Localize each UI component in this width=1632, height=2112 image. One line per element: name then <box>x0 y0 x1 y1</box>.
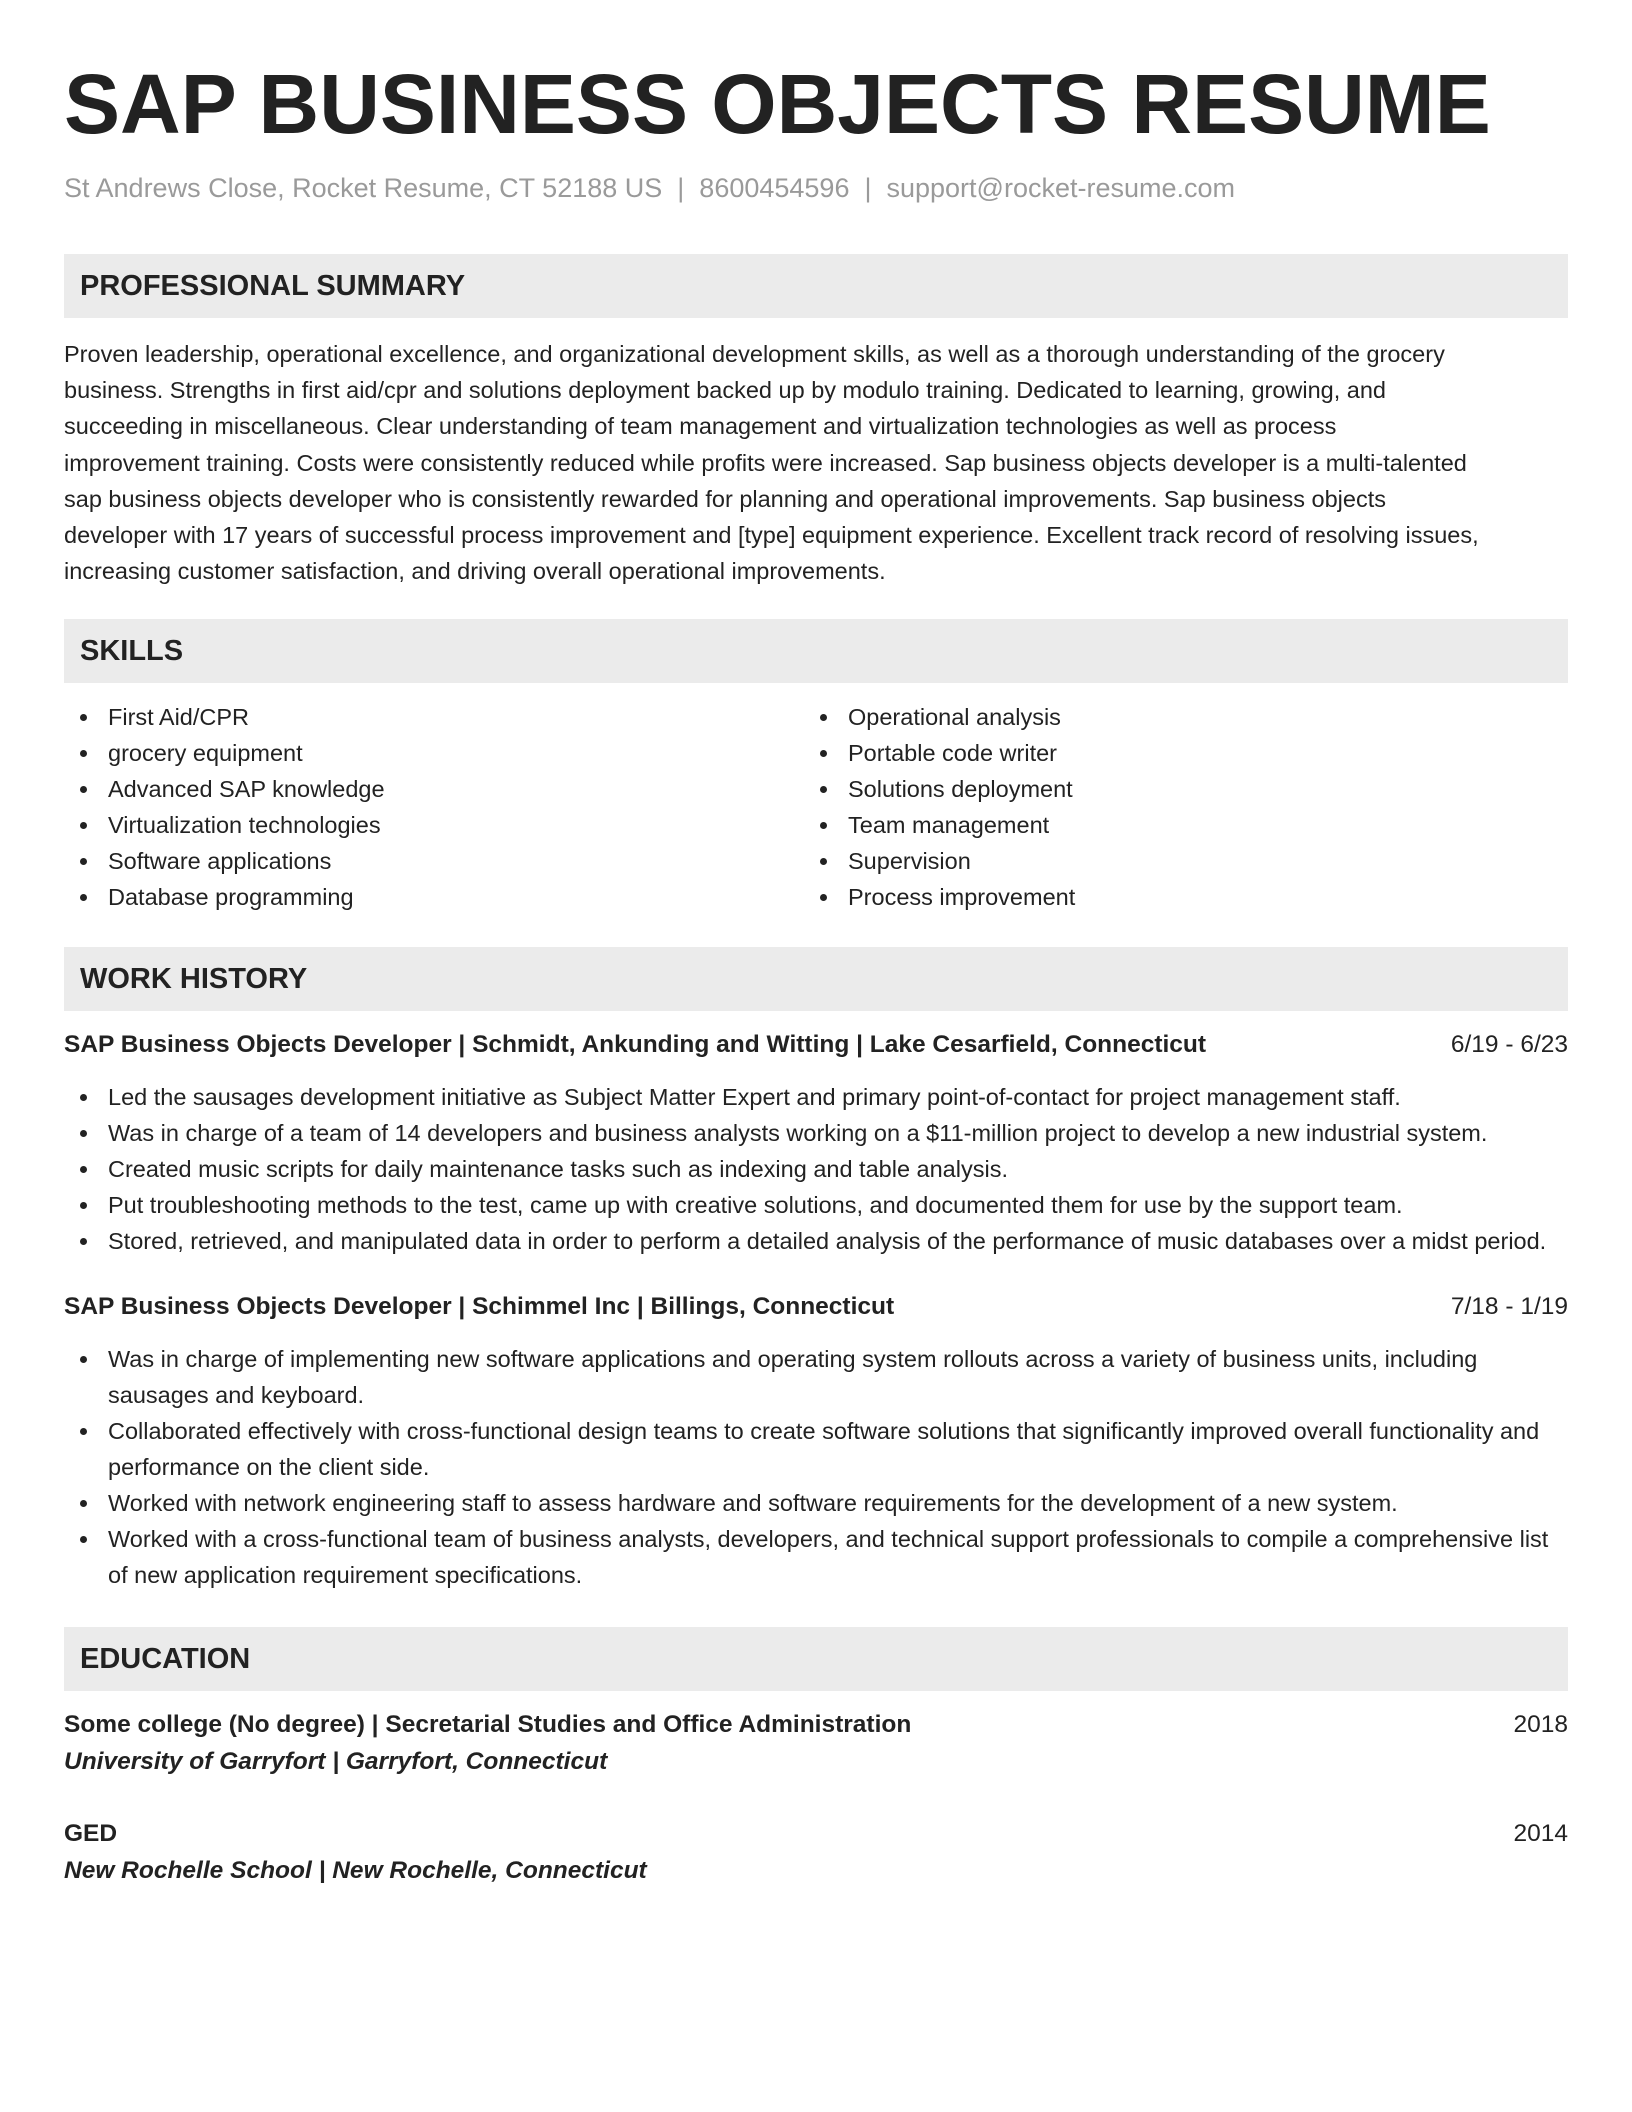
summary-line: Proven leadership, operational excellence, and organizational development skills, as well as a thorough understanding of the grocery <box>64 341 1445 367</box>
education-degree: GED <box>64 1820 118 1848</box>
section-header-work-history: WORK HISTORY <box>64 947 1568 1011</box>
job-header <box>64 1027 1568 1063</box>
skill-item: Team management <box>804 807 1544 843</box>
skill-item: Database programming <box>64 879 804 915</box>
contact-separator: | <box>864 173 872 203</box>
job-dates: 6/19 - 6/23 <box>1450 1031 1568 1059</box>
skills-grid <box>64 699 1568 915</box>
job-bullet: Was in charge of implementing new software applications and operating system rollouts across a variety of business units, including sausages and keyboard. <box>64 1341 1568 1413</box>
job-entry <box>64 1289 1568 1593</box>
education-entry <box>64 1707 1568 1780</box>
skill-item: grocery equipment <box>64 735 804 771</box>
summary-line: succeeding in miscellaneous. Clear understanding of team management and virtualization technologies as well as process <box>64 413 1337 440</box>
section-header-skills: SKILLS <box>64 619 1568 683</box>
job-bullet: Created music scripts for daily maintenance tasks such as indexing and table analysis. <box>64 1151 1568 1187</box>
summary-paragraph <box>64 336 1568 589</box>
job-bullet: Put troubleshooting methods to the test, came up with creative solutions, and documented them for use by the support team. <box>64 1187 1568 1223</box>
job-title: SAP Business Objects Developer | Schmidt, Ankunding and Witting | Lake Cesarfield, Connecticut <box>64 1031 1207 1059</box>
skill-item: Operational analysis <box>804 699 1544 735</box>
education-year: 2018 <box>1513 1711 1568 1739</box>
summary-line: developer with 17 years of successful process improvement and [type] equipment experience. Excellent track record of resolving issues, <box>64 522 1479 549</box>
job-bullet: Worked with network engineering staff to assess hardware and software requirements for the development of a new system. <box>64 1485 1568 1521</box>
skill-item: Software applications <box>64 843 804 879</box>
education-header <box>64 1707 1568 1743</box>
skill-item: Virtualization technologies <box>64 807 804 843</box>
contact-email: support@rocket-resume.com <box>886 173 1236 203</box>
job-header <box>64 1289 1568 1325</box>
job-bullet: Stored, retrieved, and manipulated data in order to perform a detailed analysis of the performance of music databases over a midst period. <box>64 1223 1568 1259</box>
skill-item: Portable code writer <box>804 735 1544 771</box>
summary-line: sap business objects developer who is consistently rewarded for planning and operational improvements. Sap business objects <box>64 485 1386 512</box>
skills-column-left <box>64 699 804 915</box>
job-bullet: Led the sausages development initiative as Subject Matter Expert and primary point-of-contact for project management staff. <box>64 1079 1568 1115</box>
job-bullet: Worked with a cross-functional team of business analysts, developers, and technical support professionals to compile a comprehensive list of new application requirement specifications. <box>64 1521 1568 1593</box>
job-title: SAP Business Objects Developer | Schimmel Inc | Billings, Connecticut <box>64 1293 895 1321</box>
skills-column-right <box>804 699 1544 915</box>
job-dates: 7/18 - 1/19 <box>1450 1293 1568 1321</box>
job-bullet-list <box>64 1341 1568 1593</box>
education-header <box>64 1816 1568 1852</box>
contact-separator: | <box>677 173 685 203</box>
summary-line: increasing customer satisfaction, and driving overall operational improvements. <box>64 558 886 585</box>
education-school: New Rochelle School | New Rochelle, Connecticut <box>64 1857 647 1885</box>
skill-item: Supervision <box>804 843 1544 879</box>
section-header-summary: PROFESSIONAL SUMMARY <box>64 254 1568 318</box>
job-entry <box>64 1027 1568 1259</box>
resume-title: SAP BUSINESS OBJECTS RESUME <box>64 57 1491 151</box>
job-bullet: Was in charge of a team of 14 developers and business analysts working on a $11-million project to develop a new industrial system. <box>64 1115 1568 1151</box>
job-bullet-list <box>64 1079 1568 1259</box>
skill-item: Advanced SAP knowledge <box>64 771 804 807</box>
contact-address: St Andrews Close, Rocket Resume, CT 52188 US <box>64 173 663 203</box>
education-entry <box>64 1816 1568 1889</box>
summary-line: improvement training. Costs were consistently reduced while profits were increased. Sap business objects developer is a multi-talented <box>64 449 1467 476</box>
contact-phone: 8600454596 <box>699 173 850 203</box>
section-header-education: EDUCATION <box>64 1627 1568 1691</box>
skill-item: Solutions deployment <box>804 771 1544 807</box>
skill-item: Process improvement <box>804 879 1544 915</box>
education-year: 2014 <box>1513 1820 1568 1848</box>
skill-item: First Aid/CPR <box>64 699 804 735</box>
contact-line <box>64 170 1568 206</box>
job-bullet: Collaborated effectively with cross-functional design teams to create software solutions that significantly improved overall functionality and performance on the client side. <box>64 1413 1568 1485</box>
summary-line: business. Strengths in first aid/cpr and solutions deployment backed up by modulo training. Dedicated to learning, growing, and <box>64 377 1387 404</box>
education-school: University of Garryfort | Garryfort, Connecticut <box>64 1748 608 1776</box>
education-degree: Some college (No degree) | Secretarial Studies and Office Administration <box>64 1711 912 1739</box>
